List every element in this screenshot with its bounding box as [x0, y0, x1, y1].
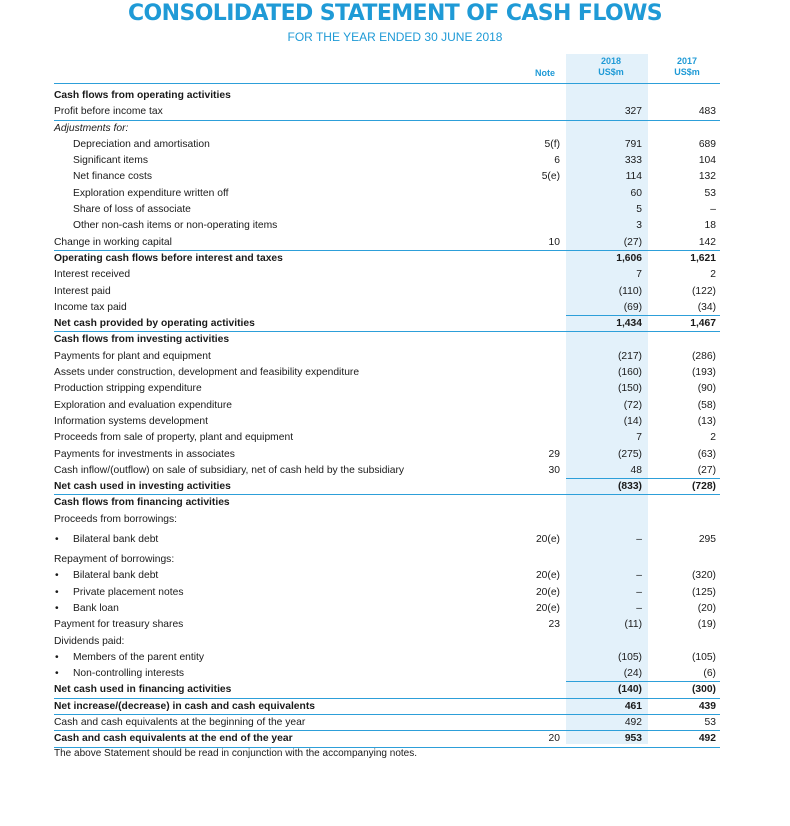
- row-value-2018: 327: [624, 106, 642, 118]
- row-value-2017: 483: [698, 106, 716, 118]
- row-value-2018: 1,434: [616, 318, 642, 330]
- table-row: [54, 682, 720, 698]
- row-value-2017: 2: [710, 432, 716, 444]
- table-row: [54, 585, 720, 601]
- row-label: Proceeds from borrowings:: [54, 513, 178, 525]
- row-value-2018: (72): [623, 399, 642, 411]
- table-row: [54, 284, 720, 300]
- row-value-2017: (34): [697, 301, 716, 313]
- row-value-2018: 953: [624, 733, 642, 745]
- row-value-2018: (160): [617, 367, 642, 379]
- row-note: 20: [548, 733, 560, 745]
- row-label: • Members of the parent entity: [73, 650, 204, 666]
- row-value-2017: (27): [697, 464, 716, 476]
- row-label: Cash flows from operating activities: [54, 90, 231, 101]
- table-row: [54, 169, 720, 185]
- row-value-2017: 104: [698, 155, 716, 167]
- table-row: [54, 381, 720, 397]
- row-label: Production stripping expenditure: [54, 383, 202, 395]
- table-row: [54, 495, 720, 511]
- row-label: • Bilateral bank debt: [73, 568, 158, 584]
- table-row: [54, 398, 720, 414]
- row-label: Change in working capital: [54, 236, 172, 248]
- row-value-2018: 7: [636, 432, 642, 444]
- page-title: CONSOLIDATED STATEMENT OF CASH FLOWS: [128, 1, 662, 26]
- row-label: Net increase/(decrease) in cash and cash equivalents: [54, 700, 315, 712]
- row-label: Profit before income tax: [54, 106, 163, 118]
- row-label: Cash flows from financing activities: [54, 497, 230, 509]
- row-value-2018: (69): [623, 301, 642, 313]
- row-label: Information systems development: [54, 415, 208, 427]
- table-row: [54, 251, 720, 267]
- row-value-2017: 439: [698, 700, 716, 712]
- row-value-2017: (105): [691, 651, 716, 663]
- row-value-2017: 689: [698, 138, 716, 150]
- row-note: 10: [548, 236, 560, 248]
- row-label: Exploration expenditure written off: [73, 187, 229, 199]
- row-note: 30: [548, 464, 560, 476]
- table-row: [54, 349, 720, 365]
- row-label: Cash flows from investing activities: [54, 334, 230, 346]
- table-row: [54, 186, 720, 202]
- row-label: Payments for investments in associates: [54, 448, 235, 460]
- table-row: [54, 414, 720, 430]
- row-value-2018: 791: [624, 138, 642, 150]
- row-value-2018: 7: [636, 269, 642, 281]
- header-rule: [54, 83, 720, 84]
- row-value-2018: –: [636, 534, 642, 546]
- row-label: Other non-cash items or non-operating items: [73, 220, 278, 232]
- row-value-2017: (300): [691, 684, 716, 696]
- row-value-2017: (193): [691, 367, 716, 379]
- row-value-2017: –: [710, 204, 716, 216]
- row-label: Net cash used in investing activities: [54, 481, 231, 493]
- row-label: Operating cash flows before interest and taxes: [54, 252, 283, 264]
- row-value-2018: (11): [624, 619, 642, 631]
- table-row: [54, 88, 720, 104]
- row-label: Assets under construction, development and feasibility expenditure: [54, 367, 360, 379]
- row-value-2018: (24): [623, 668, 642, 680]
- table-row: [54, 316, 720, 332]
- row-value-2017: 295: [698, 534, 716, 546]
- row-note: 20(e): [535, 534, 560, 546]
- row-value-2018: (14): [623, 415, 642, 427]
- row-label: Net finance costs: [73, 171, 152, 183]
- row-value-2017: (320): [691, 570, 716, 582]
- row-label: Dividends paid:: [54, 635, 125, 647]
- table-row: [54, 137, 720, 153]
- row-value-2017: (125): [691, 586, 716, 598]
- row-value-2017: (6): [703, 668, 716, 680]
- table-row: [54, 202, 720, 218]
- table-row: [54, 267, 720, 283]
- row-label: Repayment of borrowings:: [54, 554, 175, 566]
- table-row: [54, 218, 720, 234]
- row-value-2017: 492: [698, 733, 716, 745]
- table-row: [54, 731, 720, 747]
- row-value-2018: –: [636, 586, 642, 598]
- row-note: 5(f): [544, 138, 560, 150]
- row-label: Share of loss of associate: [73, 204, 191, 216]
- row-note: 20(e): [535, 570, 560, 582]
- row-label: Interest received: [54, 269, 131, 281]
- row-label: Income tax paid: [54, 301, 127, 313]
- row-label: Cash and cash equivalents at the end of the year: [54, 733, 293, 745]
- table-row: [54, 300, 720, 316]
- header-2017: [652, 56, 722, 78]
- row-value-2017: 53: [704, 187, 716, 199]
- table-row: [54, 479, 720, 495]
- row-label: Interest paid: [54, 285, 111, 297]
- row-value-2017: (728): [691, 481, 716, 493]
- table-row: [54, 650, 720, 666]
- table-row: [54, 447, 720, 463]
- table-row: [54, 153, 720, 169]
- row-value-2017: 1,467: [690, 318, 716, 330]
- row-value-2017: (63): [697, 448, 716, 460]
- header-2017-unit: US$m: [674, 67, 700, 77]
- row-value-2018: –: [636, 602, 642, 614]
- row-label: Payments for plant and equipment: [54, 350, 211, 362]
- page-subtitle: FOR THE YEAR ENDED 30 JUNE 2018: [287, 30, 503, 44]
- table-row: [54, 121, 720, 137]
- row-value-2017: 1,621: [690, 252, 716, 264]
- row-value-2018: (110): [618, 285, 642, 297]
- row-value-2018: (27): [623, 236, 642, 248]
- row-label: • Bilateral bank debt: [73, 528, 158, 552]
- row-value-2017: 2: [710, 269, 716, 281]
- table-row: [54, 332, 720, 348]
- row-value-2018: –: [636, 570, 642, 582]
- row-value-2018: (140): [617, 684, 642, 696]
- cash-flow-table: [54, 88, 720, 748]
- row-value-2018: 333: [624, 155, 642, 167]
- row-label: • Private placement notes: [73, 585, 183, 601]
- header-2018: [576, 56, 646, 78]
- row-label: Proceeds from sale of property, plant and equipment: [54, 432, 294, 444]
- row-note: 6: [554, 155, 560, 167]
- row-value-2018: (105): [617, 651, 642, 663]
- row-label: Cash and cash equivalents at the beginning of the year: [54, 716, 306, 728]
- row-label: Adjustments for:: [54, 122, 129, 134]
- table-row: [54, 617, 720, 633]
- row-note: 5(e): [541, 171, 560, 183]
- header-2018-unit: US$m: [598, 67, 624, 77]
- table-row: [54, 365, 720, 381]
- row-label: Payment for treasury shares: [54, 619, 184, 631]
- row-value-2017: (286): [691, 350, 716, 362]
- row-value-2017: (20): [697, 602, 716, 614]
- row-value-2018: 1,606: [616, 252, 642, 264]
- table-row: [54, 463, 720, 479]
- row-value-2018: 3: [636, 220, 642, 232]
- row-value-2018: (833): [617, 481, 642, 493]
- row-value-2017: 53: [704, 716, 716, 728]
- row-value-2018: 48: [630, 464, 642, 476]
- row-label: • Non-controlling interests: [73, 666, 184, 682]
- row-value-2017: (122): [691, 285, 716, 297]
- footnote: The above Statement should be read in conjunction with the accompanying notes.: [54, 748, 418, 759]
- table-row: [54, 552, 720, 568]
- row-label: Exploration and evaluation expenditure: [54, 399, 233, 411]
- row-value-2018: 5: [636, 204, 642, 216]
- row-label: Net cash used in financing activities: [54, 684, 232, 696]
- row-value-2017: (13): [697, 415, 716, 427]
- table-row: [54, 634, 720, 650]
- row-value-2017: (90): [697, 383, 716, 395]
- row-note: 20(e): [535, 586, 560, 598]
- row-value-2018: (217): [617, 350, 642, 362]
- row-value-2017: 132: [698, 171, 716, 183]
- row-value-2018: (275): [617, 448, 642, 460]
- table-row: [54, 235, 720, 251]
- row-value-2017: 142: [698, 236, 716, 248]
- header-2018-year: 2018: [600, 56, 622, 66]
- row-note: 23: [548, 619, 560, 631]
- row-value-2017: (58): [697, 399, 716, 411]
- table-row: [54, 568, 720, 584]
- table-row: [54, 699, 720, 715]
- row-note: 29: [548, 448, 560, 460]
- row-value-2018: 492: [624, 716, 642, 728]
- row-value-2018: (150): [617, 383, 642, 395]
- table-row: [54, 512, 720, 528]
- row-value-2017: (19): [697, 619, 716, 631]
- row-note: 20(e): [535, 602, 560, 614]
- row-label: Cash inflow/(outflow) on sale of subsidiary, net of cash held by the subsidiary: [54, 464, 405, 476]
- table-row: [54, 666, 720, 682]
- table-row: [54, 430, 720, 446]
- header-note: Note: [535, 68, 555, 78]
- row-value-2017: 18: [704, 220, 716, 232]
- row-label: Depreciation and amortisation: [73, 138, 210, 150]
- header-2017-year: 2017: [676, 56, 698, 66]
- table-row: [54, 528, 720, 552]
- row-value-2018: 461: [624, 700, 642, 712]
- table-row: [54, 715, 720, 731]
- row-label: • Bank loan: [73, 601, 119, 617]
- table-row: [54, 104, 720, 120]
- row-label: Net cash provided by operating activities: [54, 318, 255, 330]
- table-row: [54, 601, 720, 617]
- row-label: Significant items: [73, 155, 148, 167]
- row-value-2018: 60: [630, 187, 642, 199]
- row-value-2018: 114: [625, 171, 642, 183]
